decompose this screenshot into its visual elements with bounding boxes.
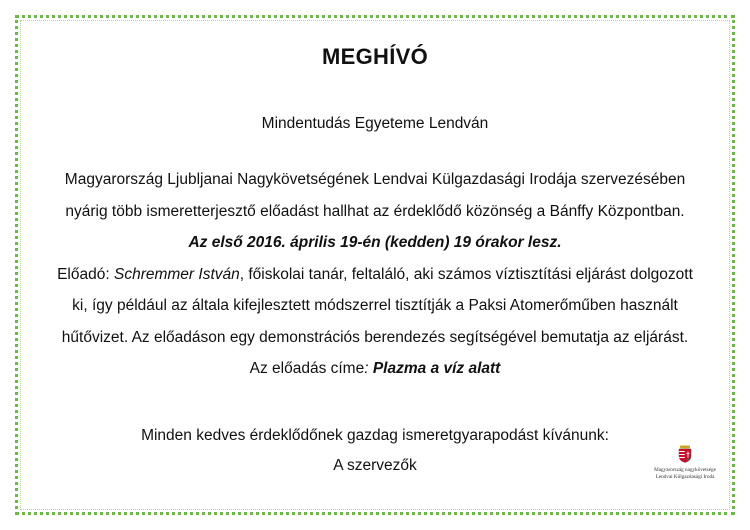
speaker-description: , főiskolai tanár, feltaláló, aki számos víztisztítási eljárást dolgozott xyxy=(239,265,693,283)
embassy-logo xyxy=(650,445,720,490)
speaker-line xyxy=(40,259,710,291)
lecture-title-line xyxy=(40,353,710,385)
body-line-5: ki, így például az általa kifejlesztett módszerrel tisztítják a Paksi Atomerőműben használt xyxy=(72,297,678,314)
hungarian-coat-of-arms-icon xyxy=(678,445,692,463)
speaker-name: Schremmer István xyxy=(113,265,240,283)
event-date-line: Az első 2016. április 19-én (kedden) 19 órakor lesz. xyxy=(188,234,562,251)
signoff: A szervezők xyxy=(333,457,417,474)
speaker-prefix: Előadó: xyxy=(57,265,114,283)
invitation-body xyxy=(40,164,710,385)
closing-greeting: Minden kedves érdeklődőnek gazdag ismeretgyarapodást kívánunk: xyxy=(141,427,609,444)
logo-text-line-1: Magyarország nagykövetsége xyxy=(654,467,716,473)
body-line-6: hűtővizet. Az előadáson egy demonstrációs berendezés segítségével bemutatja az eljárást. xyxy=(61,328,689,346)
subtitle: Mindentudás Egyeteme Lendván xyxy=(261,115,489,132)
lecture-title-prefix: Az előadás címe xyxy=(249,360,365,377)
body-line-2: nyárig több ismeretterjesztő előadást hallhat az érdeklődő közönség a Bánffy Központban. xyxy=(65,202,685,220)
lecture-title-colon: : xyxy=(364,360,373,377)
page-title: MEGHÍVÓ xyxy=(322,44,428,69)
lecture-title: Plazma a víz alatt xyxy=(372,360,501,377)
body-line-1: Magyarország Ljubljanai Nagykövetségének Lendvai Külgazdasági Irodája szervezésében xyxy=(64,171,686,188)
logo-text-line-2: Lendvai Külgazdasági Iroda xyxy=(655,474,715,480)
